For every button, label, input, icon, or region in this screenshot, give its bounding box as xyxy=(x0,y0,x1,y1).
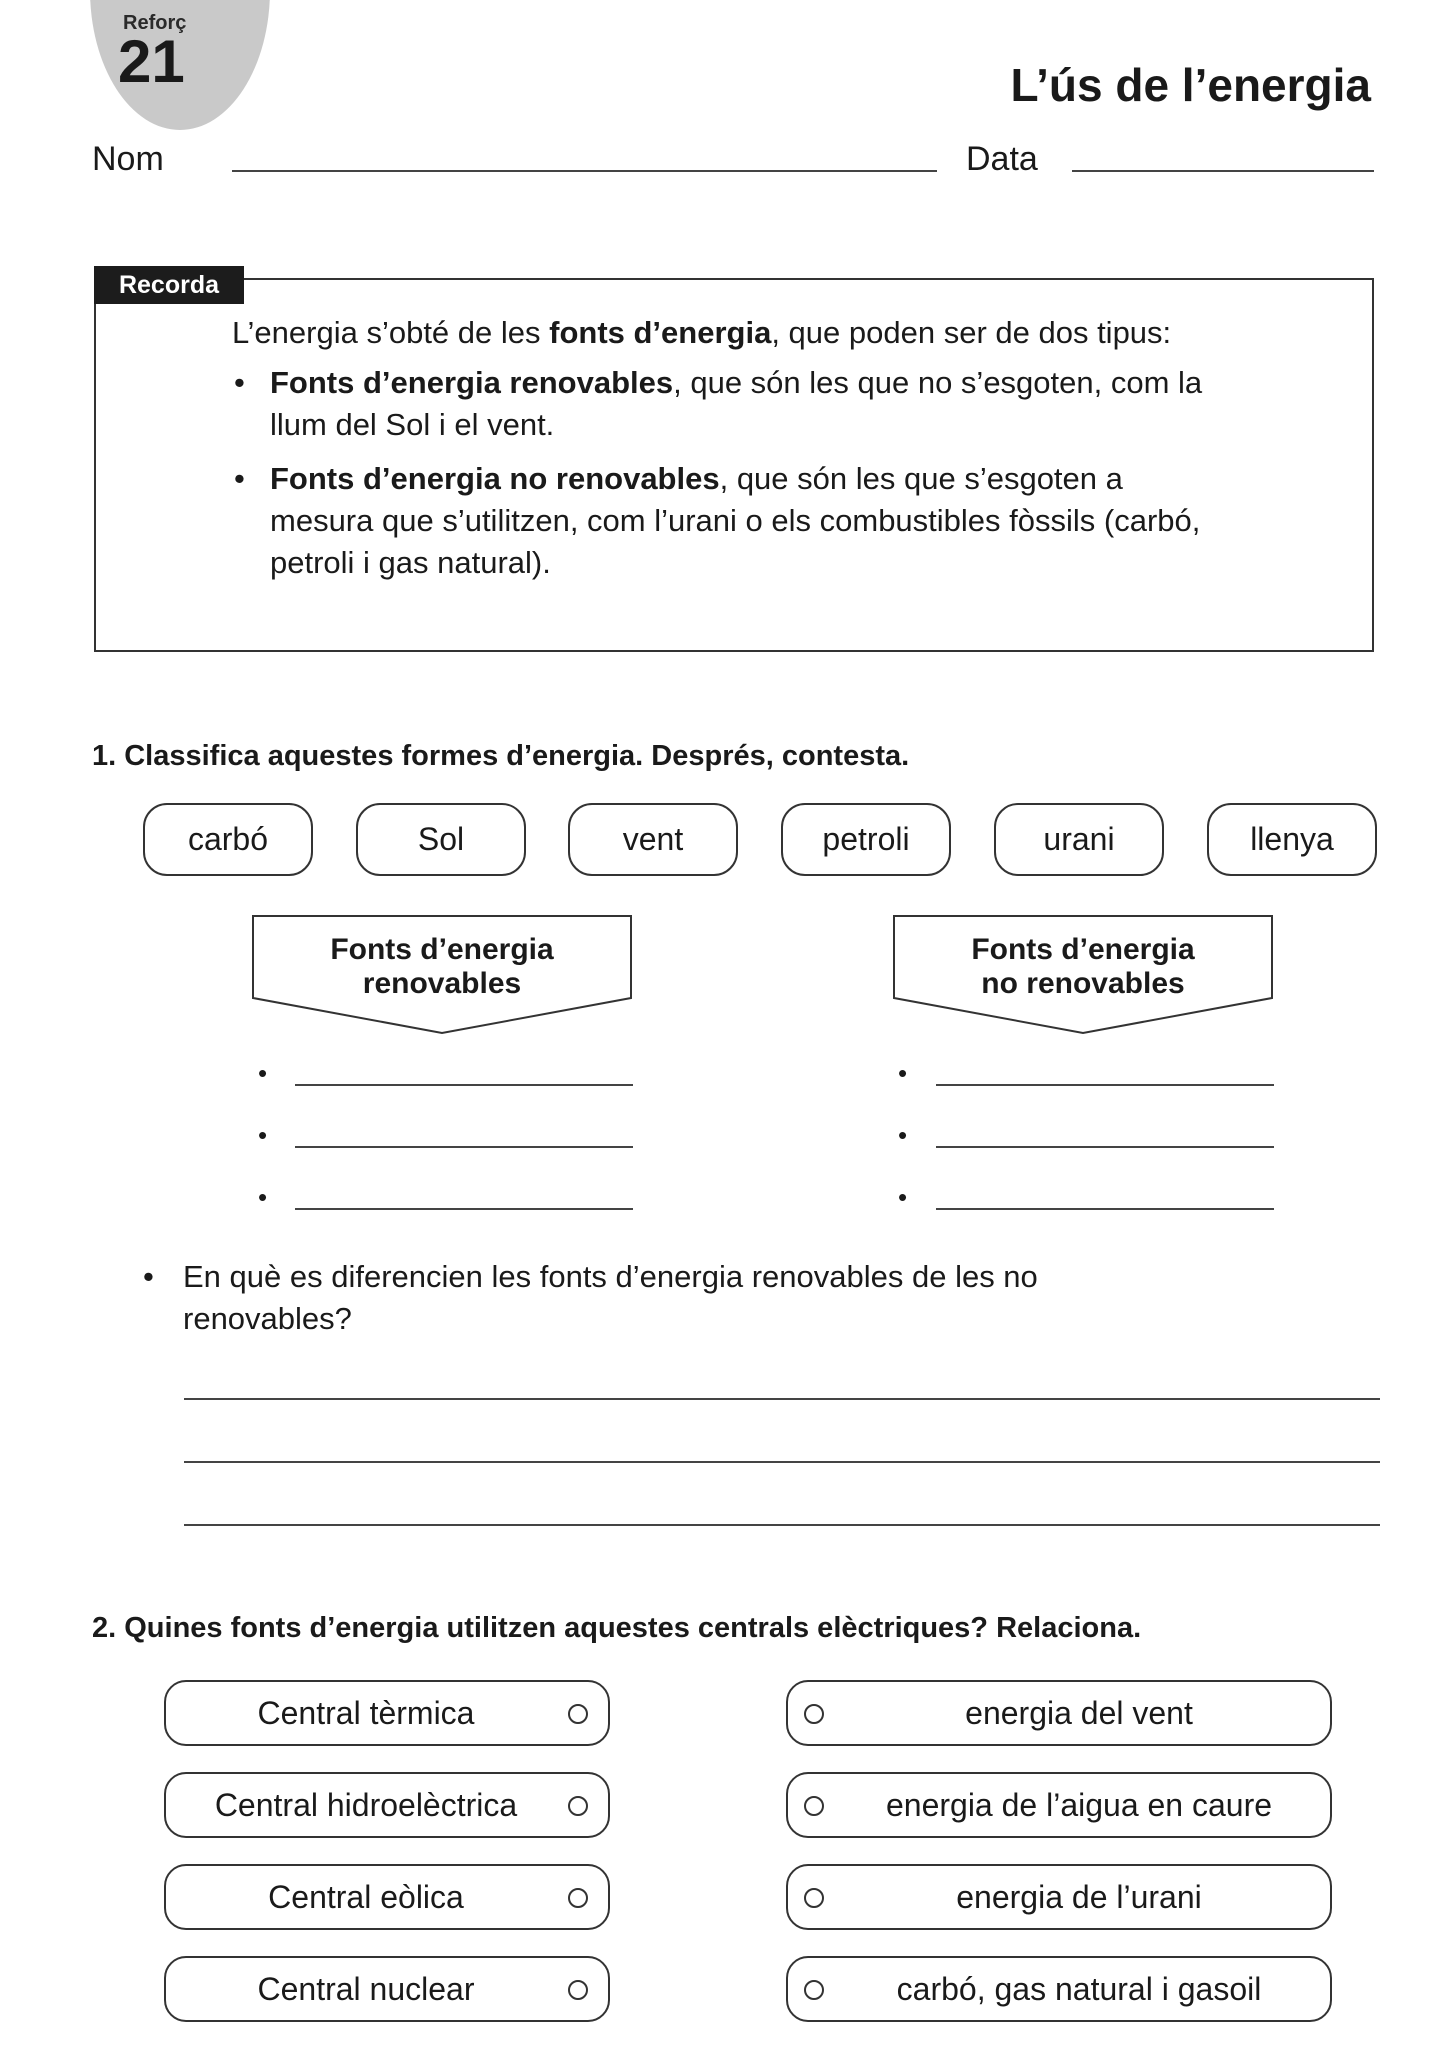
category-banner-renewable xyxy=(252,915,632,1035)
category-banner-nonrenewable xyxy=(893,915,1273,1035)
power-plant-box xyxy=(164,1864,610,1930)
unit-number: 21 xyxy=(118,28,185,95)
answer-line[interactable] xyxy=(295,1084,633,1086)
connector-dot[interactable] xyxy=(568,1796,588,1816)
answer-line[interactable] xyxy=(936,1084,1274,1086)
power-plant-label: Central tèrmica xyxy=(257,1694,475,1731)
bullet-icon: • xyxy=(258,1058,268,1088)
word-card[interactable]: urani xyxy=(994,803,1164,876)
category-label xyxy=(893,933,1273,1001)
recorda-bullet-nonrenewable xyxy=(232,458,1232,584)
bullet-icon: • xyxy=(898,1058,908,1088)
connector-dot[interactable] xyxy=(804,1980,824,2000)
bullet-icon: • xyxy=(898,1182,908,1212)
name-label: Nom xyxy=(92,140,164,178)
word-card[interactable]: Sol xyxy=(356,803,526,876)
date-label: Data xyxy=(966,140,1038,178)
intro-suffix: , que poden ser de dos tipus: xyxy=(771,315,1172,350)
energy-source-box xyxy=(786,1680,1332,1746)
bullet-icon: • xyxy=(258,1182,268,1212)
page-title: L’ús de l’energia xyxy=(1010,59,1371,111)
answer-line[interactable] xyxy=(295,1146,633,1148)
bullet-icon: • xyxy=(258,1120,268,1150)
energy-source-label: energia de l’aigua en caure xyxy=(885,1786,1273,1823)
bullet-text: , que són les que no s’esgoten, com la llum del Sol i el vent. xyxy=(270,365,1203,442)
energy-source-label: carbó, gas natural i gasoil xyxy=(896,1970,1262,2007)
badge-label: Reforç xyxy=(123,12,187,34)
connector-dot[interactable] xyxy=(568,1980,588,2000)
answer-line[interactable] xyxy=(936,1208,1274,1210)
energy-source-box xyxy=(786,1772,1332,1838)
recorda-intro xyxy=(232,312,1232,354)
connector-dot[interactable] xyxy=(804,1888,824,1908)
answer-line[interactable] xyxy=(295,1208,633,1210)
bullet-bold: Fonts d’energia no renovables xyxy=(270,461,720,496)
word-card[interactable]: vent xyxy=(568,803,738,876)
category-label xyxy=(252,933,632,1001)
intro-bold: fonts d’energia xyxy=(549,315,772,350)
energy-source-label: energia de l’urani xyxy=(956,1878,1202,1915)
recorda-list xyxy=(232,362,1232,584)
power-plant-label: Central nuclear xyxy=(257,1970,475,2007)
exercise-2-title: 2. Quines fonts d’energia utilitzen aquestes centrals elèctriques? Relaciona. xyxy=(92,1612,1142,1644)
bullet-icon: • xyxy=(898,1120,908,1150)
exercise-1-title: 1. Classifica aquestes formes d’energia. Després, contesta. xyxy=(92,740,910,772)
power-plant-box xyxy=(164,1772,610,1838)
word-card[interactable]: carbó xyxy=(143,803,313,876)
power-plant-label: Central hidroelèctrica xyxy=(214,1786,518,1823)
category-line2: no renovables xyxy=(981,967,1185,1000)
word-card[interactable]: petroli xyxy=(781,803,951,876)
name-field[interactable] xyxy=(232,170,937,172)
answer-line[interactable] xyxy=(936,1146,1274,1148)
connector-dot[interactable] xyxy=(804,1796,824,1816)
connector-dot[interactable] xyxy=(568,1888,588,1908)
category-line2: renovables xyxy=(362,967,522,1000)
word-card[interactable]: llenya xyxy=(1207,803,1377,876)
recorda-text xyxy=(232,312,1232,596)
bullet-text: , que són les que s’esgoten a mesura que s’utilitzen, com l’urani o els combustibles fòssils (carbó, petroli i gas natural). xyxy=(270,461,1201,580)
energy-source-box xyxy=(786,1864,1332,1930)
recorda-bullet-renewable xyxy=(232,362,1232,446)
power-plant-box xyxy=(164,1956,610,2022)
bullet-icon: • xyxy=(143,1259,154,1294)
answer-line[interactable] xyxy=(184,1398,1380,1400)
bullet-bold: Fonts d’energia renovables xyxy=(270,365,674,400)
energy-source-label: energia del vent xyxy=(965,1694,1193,1731)
recorda-tag: Recorda xyxy=(94,266,244,304)
intro-prefix: L’energia s’obté de les xyxy=(232,315,550,350)
answer-line[interactable] xyxy=(184,1461,1380,1463)
connector-dot[interactable] xyxy=(568,1704,588,1724)
power-plant-label: Central eòlica xyxy=(268,1878,464,1915)
question-text: En què es diferencien les fonts d’energia renovables de les no renovables? xyxy=(183,1259,1038,1336)
energy-source-box xyxy=(786,1956,1332,2022)
date-field[interactable] xyxy=(1072,170,1374,172)
connector-dot[interactable] xyxy=(804,1704,824,1724)
power-plant-box xyxy=(164,1680,610,1746)
answer-line[interactable] xyxy=(184,1524,1380,1526)
category-line1: Fonts d’energia xyxy=(971,933,1195,966)
category-line1: Fonts d’energia xyxy=(330,933,554,966)
